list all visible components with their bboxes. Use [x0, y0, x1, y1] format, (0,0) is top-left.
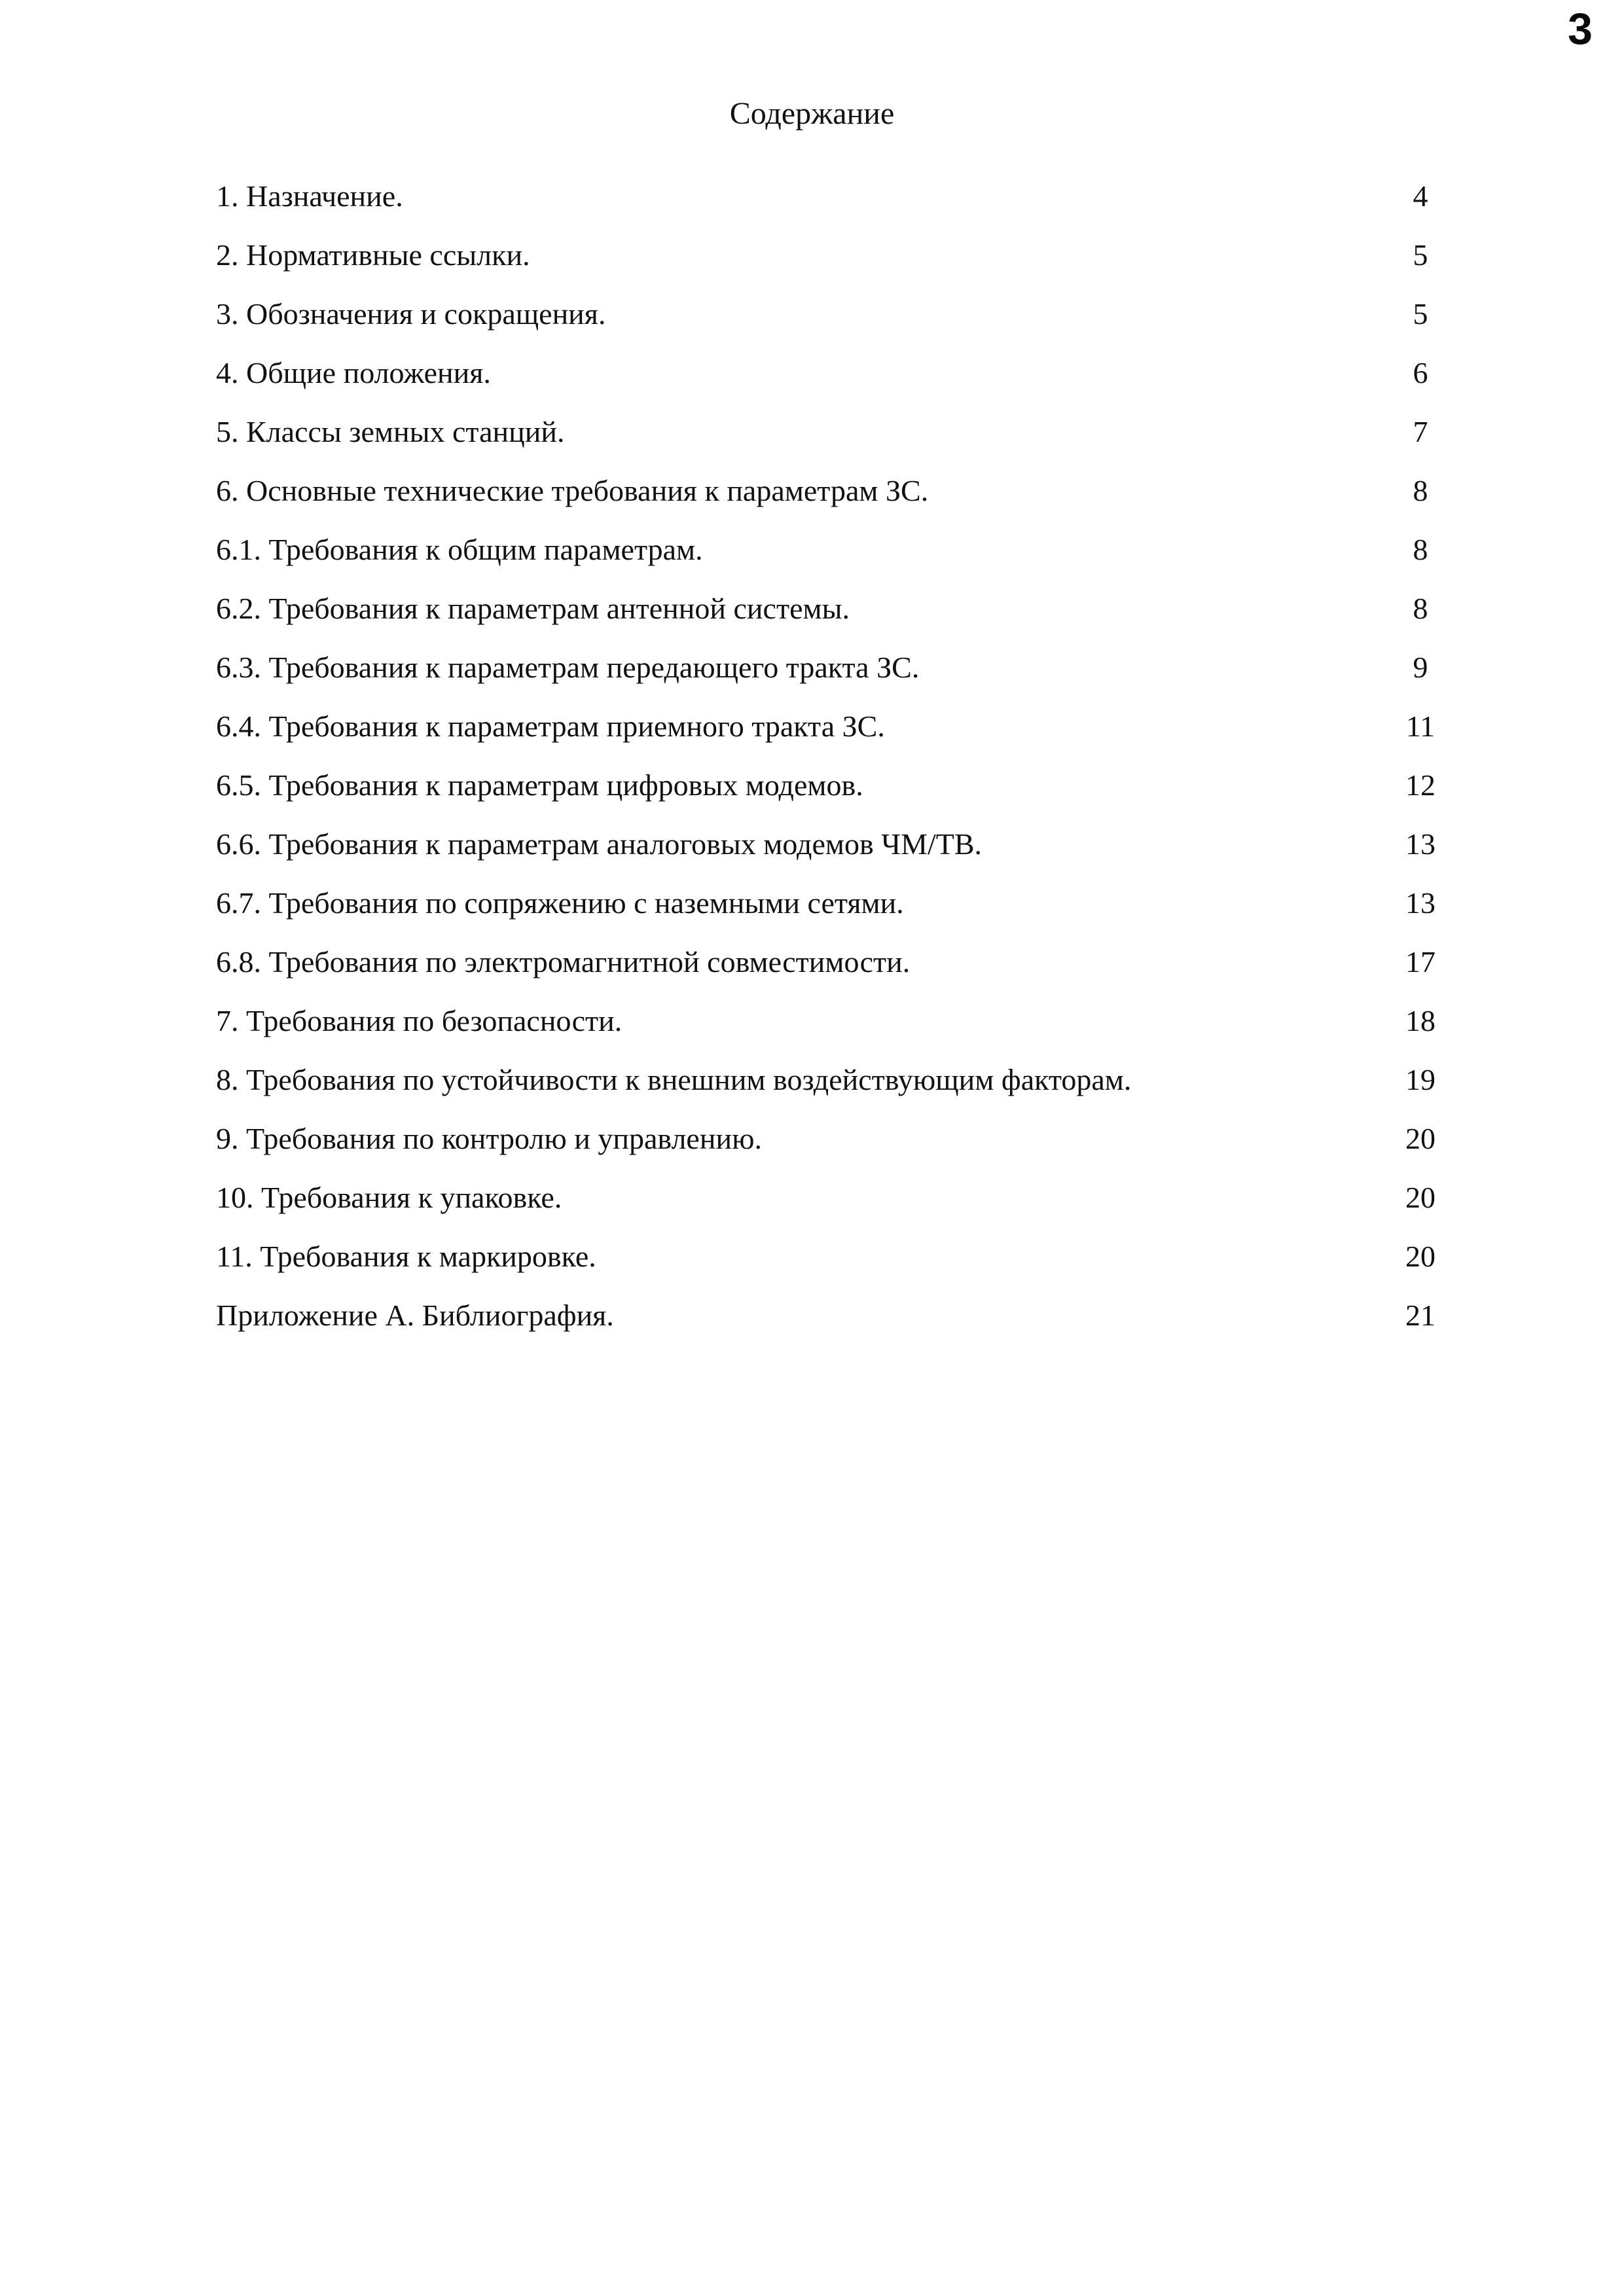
toc-entry-label: 6.4. Требования к параметрам приемного тракта ЗС. [216, 709, 885, 743]
toc-entry-label: 6.7. Требования по сопряжению с наземными сетями. [216, 886, 904, 920]
toc-entry [216, 884, 1460, 942]
toc-entry-page: 9 [1413, 651, 1428, 684]
toc-entry-label: 11. Требования к маркировке. [216, 1240, 596, 1273]
toc-entry [216, 766, 1460, 825]
toc-entry-page: 8 [1413, 474, 1428, 507]
toc-entry-label: 4. Общие положения. [216, 356, 491, 389]
toc-entry-label: 1. Назначение. [216, 179, 403, 213]
toc-entry [216, 177, 1460, 236]
toc-entry-label: 6.8. Требования по электромагнитной совместимости. [216, 945, 911, 978]
toc-entry-label: 2. Нормативные ссылки. [216, 238, 530, 272]
toc-entry [216, 942, 1460, 1001]
toc-entry [216, 825, 1460, 884]
toc-entry-page: 13 [1405, 886, 1435, 920]
toc-entry-label: 3. Обозначения и сокращения. [216, 297, 606, 331]
toc-entry-page: 7 [1413, 415, 1428, 448]
toc-entry-page: 13 [1405, 827, 1435, 861]
toc-entry [216, 589, 1460, 648]
toc-entry-label: 6.5. Требования к параметрам цифровых модемов. [216, 768, 863, 802]
toc-entry [216, 1060, 1460, 1119]
toc-entry-page: 11 [1405, 709, 1435, 743]
toc-entry-label: 6.3. Требования к параметрам передающего тракта ЗС. [216, 651, 920, 684]
toc-entry-label: 6.1. Требования к общим параметрам. [216, 533, 703, 566]
toc-entry [216, 471, 1460, 530]
toc-entry-page: 17 [1405, 945, 1435, 978]
toc-entry-page: 6 [1413, 356, 1428, 389]
toc-entry-page: 5 [1413, 297, 1428, 331]
page-number: 3 [1568, 4, 1593, 54]
toc-entry-label: 6.2. Требования к параметрам антенной системы. [216, 592, 850, 625]
toc-entry-label: 9. Требования по контролю и управлению. [216, 1122, 762, 1155]
toc-entry-label: 8. Требования по устойчивости к внешним воздействующим факторам. [216, 1063, 1132, 1096]
toc-entry-page: 18 [1405, 1004, 1435, 1037]
toc-entry-label: 6.6. Требования к параметрам аналоговых модемов ЧМ/ТВ. [216, 827, 983, 861]
toc-entry-page: 5 [1413, 238, 1428, 272]
toc-entry [216, 295, 1460, 353]
toc-entry [216, 530, 1460, 589]
toc-entry-label: 10. Требования к упаковке. [216, 1181, 562, 1214]
toc-entry-label: 7. Требования по безопасности. [216, 1004, 623, 1037]
toc-entry-page: 12 [1405, 768, 1435, 802]
toc-entry [216, 1296, 1460, 1355]
toc-entry [216, 236, 1460, 295]
toc-entry-page: 8 [1413, 592, 1428, 625]
toc-entry [216, 1001, 1460, 1060]
toc-title: Содержание [729, 96, 895, 131]
toc-entry [216, 1178, 1460, 1237]
toc-entry [216, 648, 1460, 707]
toc-list [216, 177, 1460, 1355]
toc-entry-page: 20 [1405, 1122, 1435, 1155]
toc-entry-page: 20 [1405, 1240, 1435, 1273]
toc-entry [216, 353, 1460, 412]
toc-entry-label: 6. Основные технические требования к параметрам ЗС. [216, 474, 929, 507]
toc-entry-page: 21 [1405, 1299, 1435, 1332]
toc-entry [216, 412, 1460, 471]
toc-entry-page: 8 [1413, 533, 1428, 566]
toc-entry-label: Приложение А. Библиография. [216, 1299, 614, 1332]
toc-entry-page: 19 [1405, 1063, 1435, 1096]
toc-entry-page: 20 [1405, 1181, 1435, 1214]
toc-entry [216, 1119, 1460, 1178]
toc-entry-page: 4 [1413, 179, 1428, 213]
toc-entry-label: 5. Классы земных станций. [216, 415, 565, 448]
toc-entry [216, 707, 1460, 766]
toc-entry [216, 1237, 1460, 1296]
